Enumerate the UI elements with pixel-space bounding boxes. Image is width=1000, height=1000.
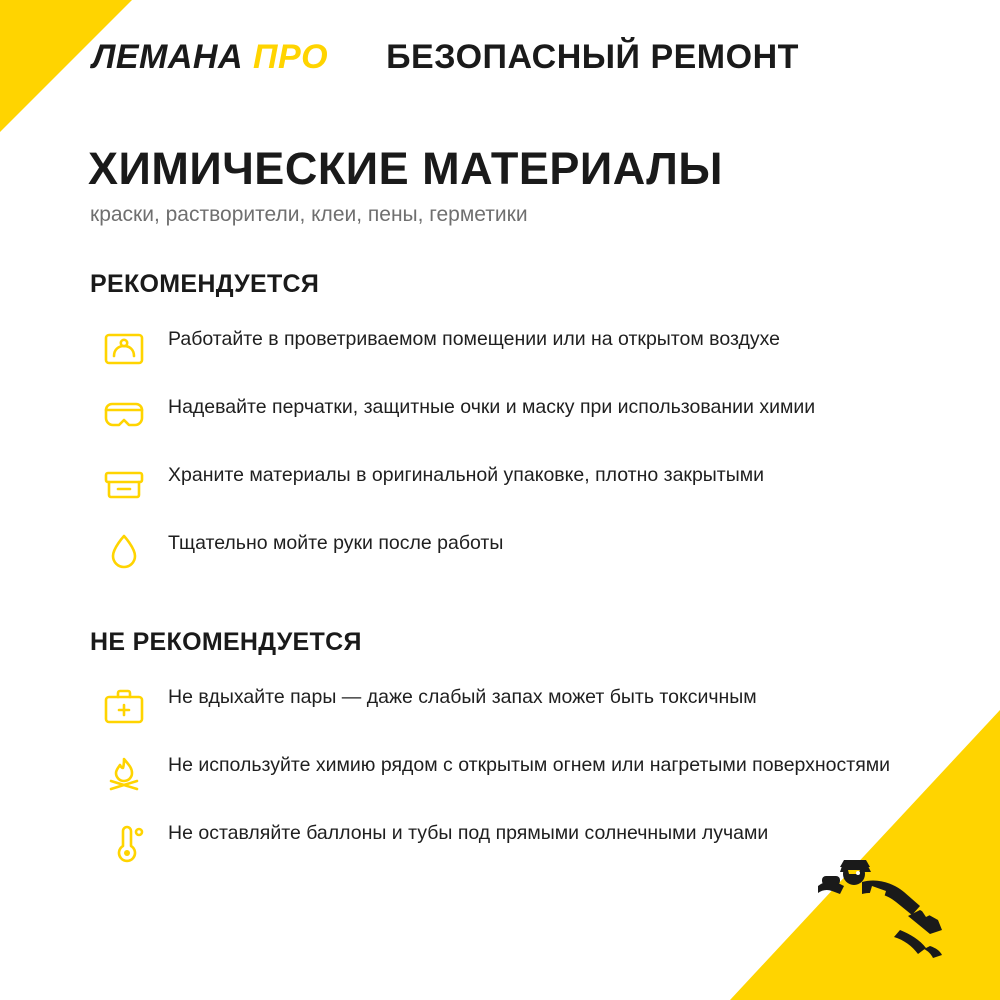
list-item-text: Не оставляйте баллоны и тубы под прямыми солнечными лучами [168, 822, 769, 844]
list-item-text: Надевайте перчатки, защитные очки и маску при использовании химии [168, 396, 816, 418]
safety-goggles-icon [88, 389, 160, 445]
storage-box-icon [88, 457, 160, 513]
section-not-recommended [88, 628, 918, 883]
list-item-text: Не используйте химию рядом с открытым огнем или нагретыми поверхностями [168, 754, 891, 776]
list-item-text: Храните материалы в оригинальной упаковке, плотно закрытыми [168, 464, 765, 486]
brand-name-accent: ПРО [253, 38, 329, 76]
section-heading-not-recommended: НЕ РЕКОМЕНДУЕТСЯ [90, 628, 362, 656]
page-subtitle: краски, растворители, клеи, пены, герметики [90, 203, 528, 226]
header [92, 38, 799, 77]
water-drop-icon [88, 525, 160, 581]
ventilation-window-icon [88, 321, 160, 377]
list-item-text: Тщательно мойте руки после работы [168, 532, 504, 554]
list-item [88, 679, 918, 737]
list-item [88, 815, 918, 873]
list-item-text: Не вдыхайте пары — даже слабый запах может быть токсичным [168, 686, 757, 708]
list-item [88, 321, 918, 379]
thermometer-sun-icon [88, 815, 160, 871]
list-item [88, 389, 918, 447]
first-aid-kit-icon [88, 679, 160, 735]
page-title: ХИМИЧЕСКИЕ МАТЕРИАЛЫ [88, 143, 723, 194]
section-recommended [88, 270, 918, 593]
header-title: БЕЗОПАСНЫЙ РЕМОНТ [386, 38, 799, 76]
list-item-text: Работайте в проветриваемом помещении или на открытом воздухе [168, 328, 780, 350]
section-heading-recommended: РЕКОМЕНДУЕТСЯ [90, 270, 320, 298]
mascot-illustration [800, 842, 970, 962]
list-item [88, 525, 918, 583]
brand-logo [92, 38, 328, 77]
list-item [88, 457, 918, 515]
list-item [88, 747, 918, 805]
brand-name-main: ЛЕМАНА [92, 38, 244, 76]
open-flame-icon [88, 747, 160, 803]
